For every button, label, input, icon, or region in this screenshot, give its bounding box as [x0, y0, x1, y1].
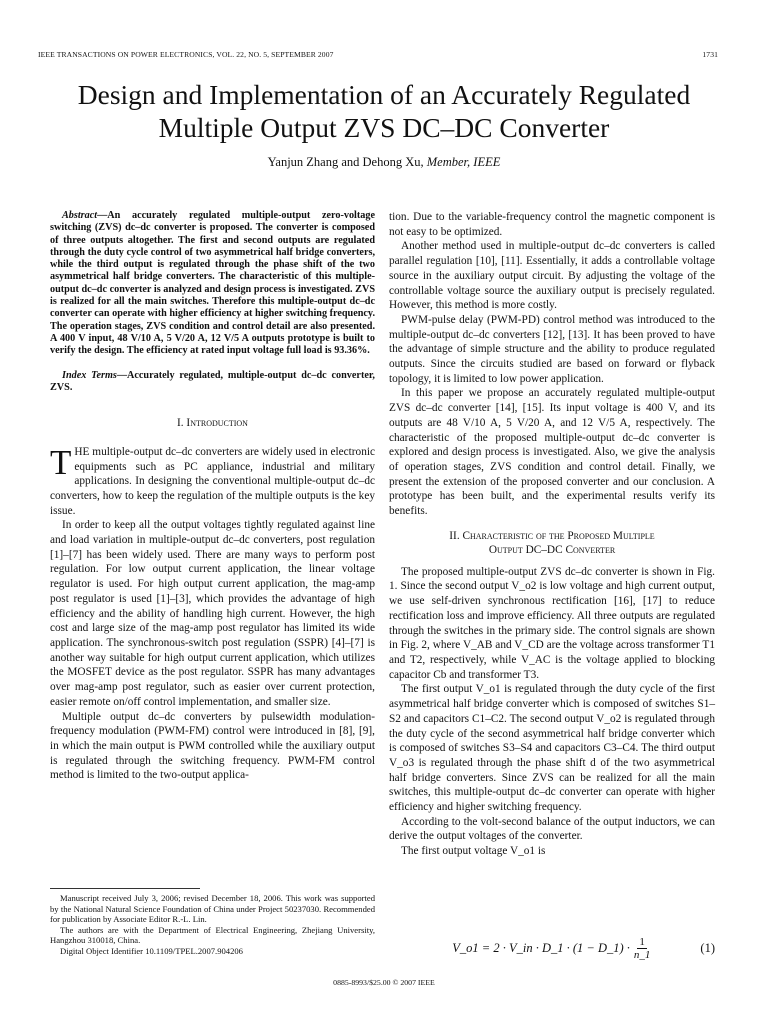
footnotes	[50, 893, 375, 957]
author-names: Yanjun Zhang and Dehong Xu,	[267, 155, 424, 169]
author-membership: Member, IEEE	[426, 155, 501, 169]
index-terms-label: Index Terms	[62, 369, 117, 381]
equation-number: (1)	[700, 941, 715, 955]
section-heading-introduction: I. Introduction	[177, 417, 248, 430]
footnote-manuscript: Manuscript received July 3, 2006; revised December 18, 2006. This work was supported by the National Natural Science Foundation of China under Project 50237030. Recommended for publication by Associate Editor R.-L. Lin.	[50, 893, 375, 925]
intro-paragraph-2: In order to keep all the output voltages tightly regulated against line and load variation in multiple-output dc–dc converters, post regulation [1]–[7] has been widely used. There are many ways to perform post regulation. For low output current application, the linear voltage regulator is used. For high output current application, the mag-amp post regulator is used [1]–[3], which provides the advantage of high efficiency and the ability of handling high current. However, the high cost and large size of the mag-amp post regulator has limited its wide application. The synchronous-switch post regulation (SSPR) [4]–[7] is another way suitable for high output current application, which utilizes the MOSFET device as the post regulator. SSPR has many advantages over mag-amp post regulator, such as easier over current protection, easier remote on/off control implementation, and smaller size.	[50, 519, 375, 708]
footnote-doi: Digital Object Identifier 10.1109/TPEL.2007.904206	[60, 945, 243, 956]
right-paragraph-4: In this paper we propose an accurately regulated multiple-output ZVS dc–dc converter [14], [15]. Its input voltage is 400 V, and its outputs are 48 V/10 A, 5 V/20 A, and 12 V/5 A, respectively. The characteristic of the proposed multiple-output dc–dc converter is explored and design process is investigated. Also, we give the analysis of operation stages, ZVS condition and control detail. Finally, we present the extension of the proposed converter and our conclusion. A prototype has been built, and the experimental results verify its benefits.	[389, 387, 715, 518]
drop-cap: T	[50, 442, 72, 482]
index-terms-text: —Accurately regulated, multiple-output dc–dc converter, ZVS.	[50, 369, 375, 393]
equation-body	[452, 936, 650, 961]
equation-lhs: V_o1 = 2 · V_in · D_1 · (1 − D_1) ·	[452, 941, 630, 955]
right-paragraph-1: tion. Due to the variable-frequency control the magnetic component is not easy to be optimized.	[389, 211, 715, 238]
abstract	[50, 210, 375, 358]
intro-paragraph-1-text: HE multiple-output dc–dc converters are widely used in electronic equipments such as PC appliance, industrial and military applications. In designing the conventional multiple-output dc–dc converters, how to keep the regulation of the multiple outputs is the key issue.	[50, 445, 375, 517]
fraction-numerator: 1	[639, 936, 645, 948]
footnote-divider	[50, 888, 200, 889]
section-heading-line-1: II. Characteristic of the Proposed Multiple	[449, 529, 655, 542]
section2-paragraph-3: According to the volt-second balance of the output inductors, we can derive the output voltages of the converter.	[389, 815, 715, 843]
abstract-label: Abstract	[62, 210, 98, 221]
paper-title: Design and Implementation of an Accurately Regulated Multiple Output ZVS DC–DC Converter	[77, 79, 691, 143]
intro-paragraph-1	[50, 442, 375, 519]
index-terms	[50, 370, 375, 395]
journal-name: IEEE TRANSACTIONS ON POWER ELECTRONICS, VOL. 22, NO. 5, SEPTEMBER 2007	[38, 50, 334, 59]
equation-1	[389, 936, 715, 961]
fraction-denominator: n_1	[633, 949, 651, 961]
section-heading-line-2: Output DC–DC Converter	[488, 543, 616, 556]
footnote-affiliation: The authors are with the Department of Electrical Engineering, Zhejiang University, Hangzhou 310018, China.	[50, 924, 375, 946]
running-head	[38, 50, 718, 59]
copyright-line: 0885-8993/$25.00 © 2007 IEEE	[333, 978, 435, 987]
authors	[38, 155, 730, 170]
page-number: 1731	[702, 50, 718, 59]
intro-paragraph-3: Multiple output dc–dc converters by pulsewidth modulation-frequency modulation (PWM-FM) control were introduced in [8], [9], in which the main output is PWM controlled while the auxiliary output is regulated through the switching frequency. PWM-FM control method is limited to the two-output applica-	[50, 710, 375, 782]
section-heading-characteristic	[389, 529, 715, 557]
section2-paragraph-4: The first output voltage V_o1 is	[401, 845, 546, 858]
section2-paragraph-1: The proposed multiple-output ZVS dc–dc converter is shown in Fig. 1. Since the second output V_o2 is low voltage and high current output, we use self-driven synchronous rectification [16], [17] to reduce rectification loss and improve efficiency. All three outputs are regulated through the switches in the primary side. The control signals are shown in Fig. 2, where V_AB and V_CD are the voltage across transformer T1 and T2, respectively, while V_AC is the voltage applied to blocking capacitor Cb and transformer T3.	[389, 565, 715, 681]
right-paragraph-3: PWM-pulse delay (PWM-PD) control method was introduced to the multiple-output dc–dc converters [12], [13]. It has been proved to have the advantage of simple structure and the ability to produce regulated outputs. Since the circuits studied are based on forward or flyback topology, it is limited to low power application.	[389, 313, 715, 385]
right-column	[389, 210, 715, 859]
abstract-text: —An accurately regulated multiple-output zero-voltage switching (ZVS) dc–dc converter is proposed. The converter is composed of three outputs altogether. The first and second outputs are regulated through the duty cycle control of two asymmetrical half bridge converters, while the third output is regulated through the phase shift of the two asymmetrical half bridge converters. The characteristic of this multiple-output dc–dc converter is analyzed and design process is investigated. ZVS is realized for all the main switches. Therefore this multiple-output dc–dc converter can operate with higher efficiency at higher switching frequency. The operation stages, ZVS condition and control detail are also presented. A 400 V input, 48 V/10 A, 5 V/20 A, 12 V/5 A outputs prototype is built to verify the design. The efficiency at rated input voltage full load is 93.36%.	[50, 210, 375, 357]
left-column	[50, 210, 375, 783]
right-paragraph-2: Another method used in multiple-output dc–dc converters is called parallel regulation [10], [11]. Essentially, it adds a controllable voltage source in the auxiliary output circuit. By adjusting the voltage of the controllable voltage source the auxiliary output is precisely regulated. However, this method is more costly.	[389, 240, 715, 312]
equation-fraction	[634, 936, 651, 961]
section2-paragraph-2: The first output V_o1 is regulated through the duty cycle of the first asymmetrical half bridge converter which is composed of switches S1–S2 and capacitors C1–C2. The second output V_o2 is regulated through the duty cycle of the second asymmetrical half bridge converter which is composed of switches S3–S4 and capacitors C3–C4. The third output V_o3 is regulated through the phase shift d of the two asymmetrical half bridge converters. Since ZVS can be realized for all the main switches, this multiple-output dc–dc converter can operate with higher efficiency and higher switching frequency.	[389, 683, 715, 814]
